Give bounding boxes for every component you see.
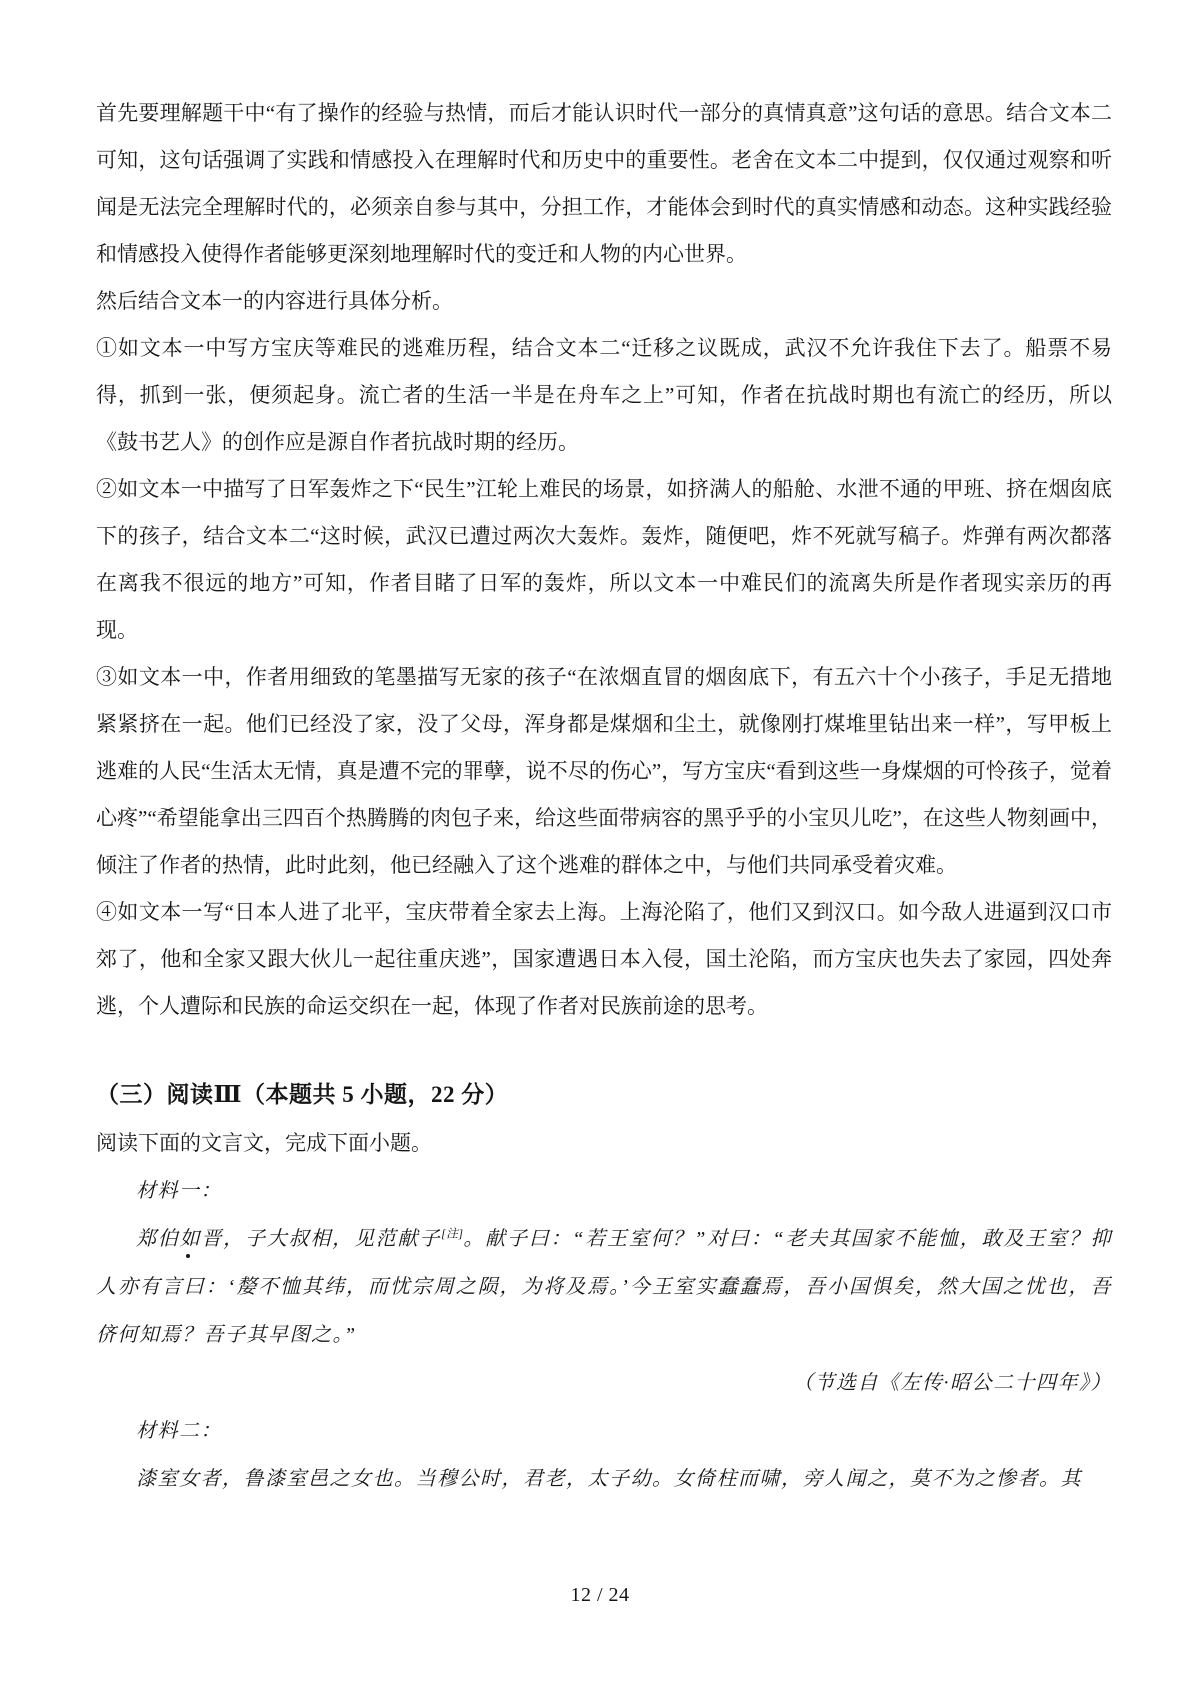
classical-text-segment: 郑伯 bbox=[136, 1228, 180, 1250]
material-two bbox=[96, 1407, 1112, 1503]
classical-text-segment: 。献子曰：“若王室何？”对曰：“老夫其国家不能恤，敢及王室？抑人亦有言曰：‘嫠不恤其纬，而忧宗周之陨，为将及焉。’今王室实蠢蠢焉，吾小国惧矣，然大国之忧也，吾侪何知焉？吾子其早图之。” bbox=[96, 1228, 1113, 1346]
analysis-section bbox=[96, 90, 1112, 1030]
material-one-attribution: （节选自《左传·昭公二十四年》） bbox=[793, 1372, 1112, 1394]
analysis-paragraph-5: ③如文本一中，作者用细致的笔墨描写无家的孩子“在浓烟直冒的烟囱底下，有五六十个小孩子，手足无措地紧紧挤在一起。他们已经没了家，没了父母，浑身都是煤烟和尘土，就像刚打煤堆里钻出来一样”，写甲板上逃难的人民“生活太无情，真是遭不完的罪孽，说不尽的伤心”，写方宝庆“看到这些一身煤烟的可怜孩子，觉着心疼”“希望能拿出三四百个热腾腾的肉包子来，给这些面带病容的黑乎乎的小宝贝儿吃”，在这些人物刻画中，倾注了作者的热情，此时此刻，他已经融入了这个逃难的群体之中，与他们共同承受着灾难。 bbox=[96, 665, 1112, 877]
analysis-paragraph-4: ②如文本一中描写了日军轰炸之下“民生”江轮上难民的场景，如挤满人的船舱、水泄不通的甲班、挤在烟囱底下的孩子，结合文本二“这时候，武汉已遭过两次大轰炸。轰炸，随便吧，炸不死就写稿子。炸弹有两次都落在离我不很远的地方”可知，作者目睹了日军的轰炸，所以文本一中难民们的流离失所是作者现实亲历的再现。 bbox=[96, 477, 1112, 642]
note-marker: [注] bbox=[441, 1226, 464, 1241]
analysis-paragraph-1: 首先要理解题干中“有了操作的经验与热情，而后才能认识时代一部分的真情真意”这句话的意思。结合文本二可知，这句话强调了实践和情感投入在理解时代和历史中的重要性。老舍在文本二中提到，仅仅通过观察和听闻是无法完全理解时代的，必须亲自参与其中，分担工作，才能体会到时代的真实情感和动态。这种实践经验和情感投入使得作者能够更深刻地理解时代的变迁和人物的内心世界。 bbox=[96, 101, 1112, 266]
material-one-label: 材料一： bbox=[136, 1180, 222, 1202]
material-one bbox=[96, 1167, 1112, 1407]
material-two-text: 漆室女者，鲁漆室邑之女也。当穆公时，君老，太子幼。女倚柱而啸，旁人闻之，莫不为之惨者。其 bbox=[136, 1468, 1082, 1490]
reading-instruction: 阅读下面的文言文，完成下面小题。 bbox=[96, 1131, 432, 1155]
material-two-label: 材料二： bbox=[136, 1420, 222, 1442]
analysis-paragraph-6: ④如文本一写“日本人进了北平，宝庆带着全家去上海。上海沦陷了，他们又到汉口。如今敌人进逼到汉口市郊了，他和全家又跟大伙儿一起往重庆逃”，国家遭遇日本入侵，国土沦陷，而方宝庆也失去了家园，四处奔逃，个人遭际和民族的命运交织在一起，体现了作者对民族前途的思考。 bbox=[96, 900, 1112, 1018]
classical-text-segment: 晋，子大叔相，见范献子 bbox=[201, 1228, 442, 1250]
page-content bbox=[96, 90, 1112, 1503]
analysis-paragraph-3: ①如文本一中写方宝庆等难民的逃难历程，结合文本二“迁移之议既成，武汉不允许我住下去了。船票不易得，抓到一张，便须起身。流亡者的生活一半是在舟车之上”可知，作者在抗战时期也有流亡的经历，所以《鼓书艺人》的创作应是源自作者抗战时期的经历。 bbox=[96, 336, 1112, 454]
page-number: 12 / 24 bbox=[570, 1584, 630, 1606]
analysis-paragraph-2: 然后结合文本一的内容进行具体分析。 bbox=[96, 289, 453, 313]
emphasized-char: 如 bbox=[179, 1228, 202, 1250]
section-header: （三）阅读Ⅲ（本题共 5 小题，22 分） bbox=[96, 1082, 509, 1107]
material-one-text bbox=[96, 1215, 1112, 1359]
